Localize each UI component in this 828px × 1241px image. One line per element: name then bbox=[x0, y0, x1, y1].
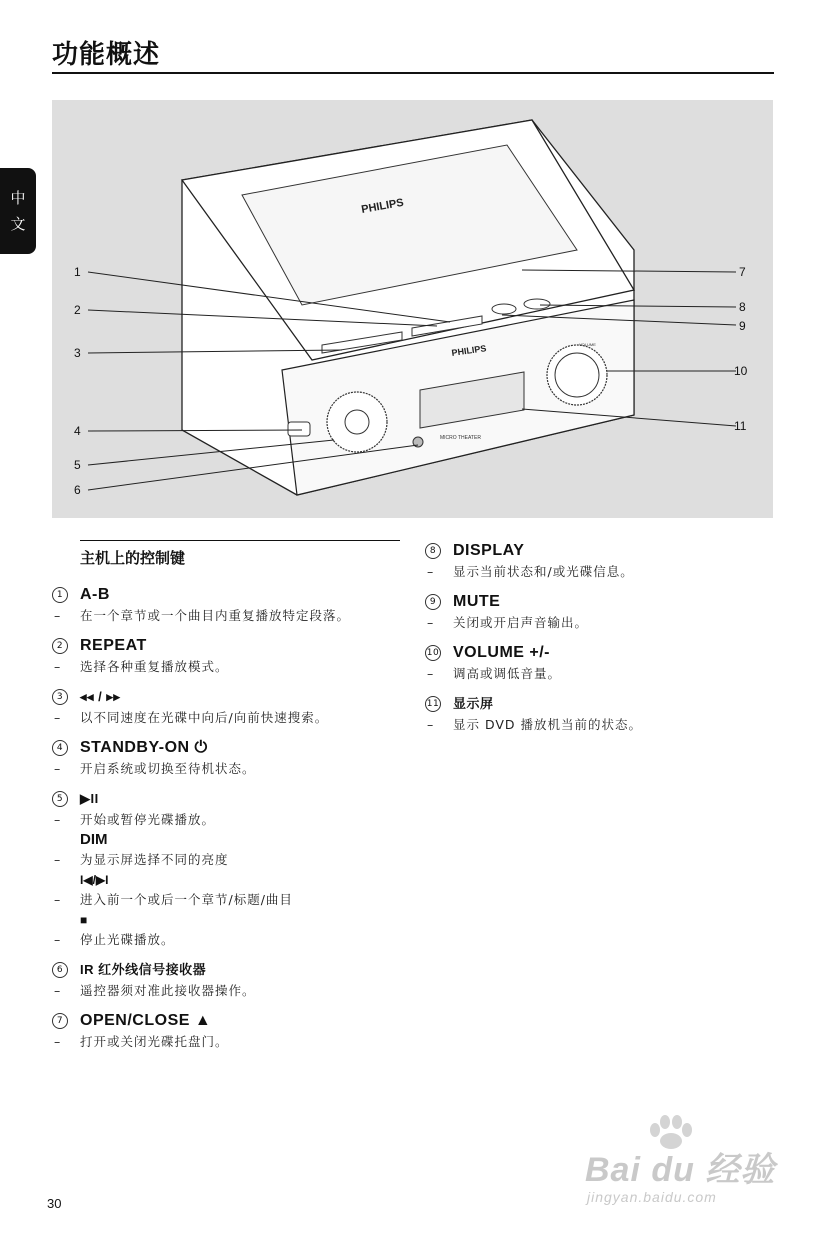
sub-label-dim: DIM bbox=[80, 831, 108, 848]
item-label: IR 红外线信号接收器 bbox=[80, 962, 207, 977]
callout-8: 8 bbox=[739, 300, 746, 314]
brand-top: PHILIPS bbox=[360, 196, 405, 216]
paw-icon bbox=[645, 1114, 695, 1150]
item-desc: 以不同速度在光碟中向后/向前快速搜索。 bbox=[80, 710, 329, 725]
item-number: 5 bbox=[52, 791, 68, 807]
control-item-7: 7 OPEN/CLOSE ▲ – 打开或关闭光碟托盘门。 bbox=[54, 1012, 229, 1049]
sub-desc-stop: 停止光碟播放。 bbox=[80, 932, 175, 947]
control-item-6: 6 IR 红外线信号接收器 – 遥控器须对准此接收器操作。 bbox=[54, 962, 256, 998]
item-number: 6 bbox=[52, 962, 68, 978]
language-tab-char-1: 中 bbox=[10, 189, 26, 207]
item-label: MUTE bbox=[453, 593, 501, 610]
item-number: 10 bbox=[425, 645, 441, 661]
callout-6: 6 bbox=[74, 483, 81, 497]
callout-5: 5 bbox=[74, 458, 81, 472]
item-label: VOLUME +/- bbox=[453, 644, 551, 661]
language-tab-char-2: 文 bbox=[10, 215, 26, 233]
item-number: 4 bbox=[52, 740, 68, 756]
callout-3: 3 bbox=[74, 346, 81, 360]
item-desc: 显示当前状态和/或光碟信息。 bbox=[453, 564, 634, 579]
watermark-brand: Bai du 经验 bbox=[585, 1151, 776, 1189]
control-item-10: 10 VOLUME +/- – 调高或调低音量。 bbox=[426, 644, 562, 681]
item-label: DISPLAY bbox=[453, 542, 525, 559]
item-label: 显示屏 bbox=[453, 696, 494, 711]
callout-1: 1 bbox=[74, 265, 81, 279]
language-tab bbox=[0, 168, 36, 254]
volume-label: VOLUME bbox=[579, 342, 596, 347]
sub-desc-dim: 为显示屏选择不同的亮度 bbox=[80, 852, 229, 867]
item-desc: 显示 DVD 播放机当前的状态。 bbox=[453, 717, 643, 732]
control-item-4: 4 STANDBY-ON ⏻ – 开启系统或切换至待机状态。 bbox=[54, 739, 256, 776]
micro-theater-label: MICRO THEATER bbox=[440, 435, 481, 441]
device-illustration bbox=[52, 100, 773, 518]
control-item-5: 5 ▶II – 开始或暂停光碟播放。 DIM – 为显示屏选择不同的亮度 I◀/▶I – 进入前一个或后一个章节/标题/曲目 ■ – 停止光碟播放。 bbox=[52, 788, 402, 950]
callout-11: 11 bbox=[734, 419, 747, 433]
sub-desc-skip: 进入前一个或后一个章节/标题/曲目 bbox=[80, 892, 293, 907]
item-number: 9 bbox=[425, 594, 441, 610]
callout-10: 10 bbox=[734, 364, 748, 378]
callout-2: 2 bbox=[74, 303, 81, 317]
control-item-2: 2 REPEAT – 选择各种重复播放模式。 bbox=[54, 637, 229, 674]
control-item-1: 1 A-B – 在一个章节或一个曲目内重复播放特定段落。 bbox=[54, 586, 351, 623]
item-label: STANDBY-ON ⏻ bbox=[80, 739, 208, 756]
item-number: 11 bbox=[425, 696, 441, 712]
item-label: ◂◂ / ▸▸ bbox=[80, 689, 121, 704]
item-number: 8 bbox=[425, 543, 441, 559]
control-item-8: 8 DISPLAY – 显示当前状态和/或光碟信息。 bbox=[427, 542, 634, 579]
title-rule bbox=[52, 72, 774, 74]
item-desc: 打开或关闭光碟托盘门。 bbox=[80, 1034, 229, 1049]
callout-7: 7 bbox=[739, 265, 746, 279]
item-number: 2 bbox=[52, 638, 68, 654]
item-desc: 开启系统或切换至待机状态。 bbox=[80, 761, 256, 776]
item-label: REPEAT bbox=[80, 637, 147, 654]
control-item-3: 3 ◂◂ / ▸▸ – 以不同速度在光碟中向后/向前快速搜索。 bbox=[54, 689, 329, 725]
item-desc: 遥控器须对准此接收器操作。 bbox=[80, 983, 256, 998]
section-heading: 主机上的控制键 bbox=[80, 540, 400, 574]
watermark-url: jingyan.baidu.com bbox=[587, 1189, 717, 1205]
callout-4: 4 bbox=[74, 424, 81, 438]
item-desc: 在一个章节或一个曲目内重复播放特定段落。 bbox=[80, 608, 351, 623]
item-desc: 选择各种重复播放模式。 bbox=[80, 659, 229, 674]
item-desc: 开始或暂停光碟播放。 bbox=[80, 812, 216, 827]
item-label: ▶II bbox=[80, 791, 99, 806]
page-title: 功能概述 bbox=[52, 40, 161, 70]
item-number: 3 bbox=[52, 689, 68, 705]
device-drawing bbox=[52, 100, 773, 518]
baidu-watermark bbox=[585, 1142, 785, 1205]
sub-label-stop: ■ bbox=[80, 913, 88, 927]
controls-column-left bbox=[52, 540, 402, 1061]
item-desc: 关闭或开启声音输出。 bbox=[453, 615, 589, 630]
brand-front: PHILIPS bbox=[450, 343, 487, 358]
control-item-9: 9 MUTE – 关闭或开启声音输出。 bbox=[427, 593, 589, 630]
item-desc: 调高或调低音量。 bbox=[453, 666, 562, 681]
item-label: OPEN/CLOSE ▲ bbox=[80, 1012, 212, 1029]
controls-column-right bbox=[425, 540, 775, 744]
item-number: 7 bbox=[52, 1013, 68, 1029]
item-number: 1 bbox=[52, 587, 68, 603]
control-item-11: 11 显示屏 – 显示 DVD 播放机当前的状态。 bbox=[426, 696, 643, 732]
item-label: A-B bbox=[80, 586, 110, 603]
page-number: 30 bbox=[47, 1196, 62, 1211]
callout-9: 9 bbox=[739, 319, 746, 333]
sub-label-skip: I◀/▶I bbox=[80, 873, 109, 887]
